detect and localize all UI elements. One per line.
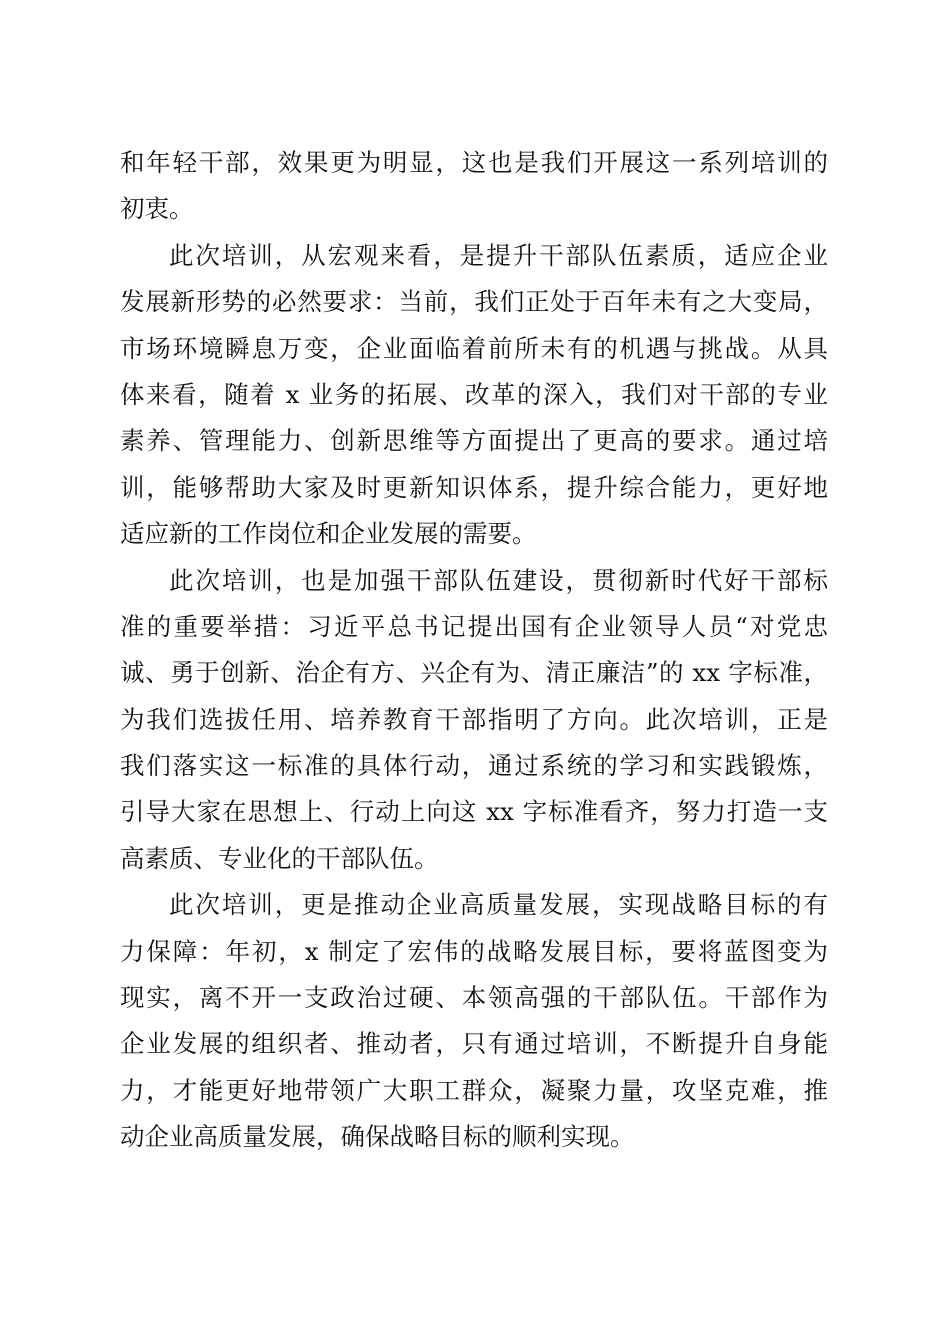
text-line: 我们落实这一标准的具体行动，通过系统的学习和实践锻炼，	[120, 751, 828, 781]
paragraph-4	[120, 882, 828, 1160]
text-line: 动企业高质量发展，确保战略目标的顺利实现。	[120, 1122, 635, 1152]
text-line: 训，能够帮助大家及时更新知识体系，提升综合能力，更好地	[120, 472, 828, 502]
paragraph-1	[120, 140, 828, 233]
text-line: 此次培训，更是推动企业高质量发展，实现战略目标的有	[169, 890, 828, 920]
text-line: 引导大家在思想上、行动上向这 xx 字标准看齐，努力打造一支	[120, 797, 828, 827]
text-line: 发展新形势的必然要求：当前，我们正处于百年未有之大变局，	[120, 287, 828, 317]
paragraph-3	[120, 558, 828, 883]
text-line: 初衷。	[120, 194, 194, 224]
text-line: 准的重要举措：习近平总书记提出国有企业领导人员“对党忠	[120, 611, 828, 641]
text-line: 高素质、专业化的干部队伍。	[120, 843, 439, 873]
text-line: 诚、勇于创新、治企有方、兴企有为、清正廉洁”的 xx 字标准，	[120, 658, 828, 688]
text-line: 适应新的工作岗位和企业发展的需要。	[120, 519, 537, 549]
text-line: 和年轻干部，效果更为明显，这也是我们开展这一系列培训的	[120, 148, 828, 177]
text-line: 为我们选拔任用、培养教育干部指明了方向。此次培训，正是	[120, 704, 828, 734]
text-line: 市场环境瞬息万变，企业面临着前所未有的机遇与挑战。从具	[120, 333, 828, 363]
text-line: 此次培训，从宏观来看，是提升干部队伍素质，适应企业	[169, 240, 828, 270]
text-line: 企业发展的组织者、推动者，只有通过培训，不断提升自身能	[120, 1029, 828, 1059]
text-line: 力保障：年初，x 制定了宏伟的战略发展目标，要将蓝图变为	[120, 936, 828, 966]
text-line: 现实，离不开一支政治过硬、本领高强的干部队伍。干部作为	[120, 983, 828, 1013]
text-line: 体来看，随着 x 业务的拓展、改革的深入，我们对干部的专业	[120, 379, 828, 409]
text-line: 素养、管理能力、创新思维等方面提出了更高的要求。通过培	[120, 426, 828, 456]
body-text	[120, 140, 828, 1161]
paragraph-2	[120, 233, 828, 558]
text-line: 此次培训，也是加强干部队伍建设，贯彻新时代好干部标	[169, 565, 828, 595]
text-line: 力，才能更好地带领广大职工群众，凝聚力量，攻坚克难，推	[120, 1075, 828, 1105]
